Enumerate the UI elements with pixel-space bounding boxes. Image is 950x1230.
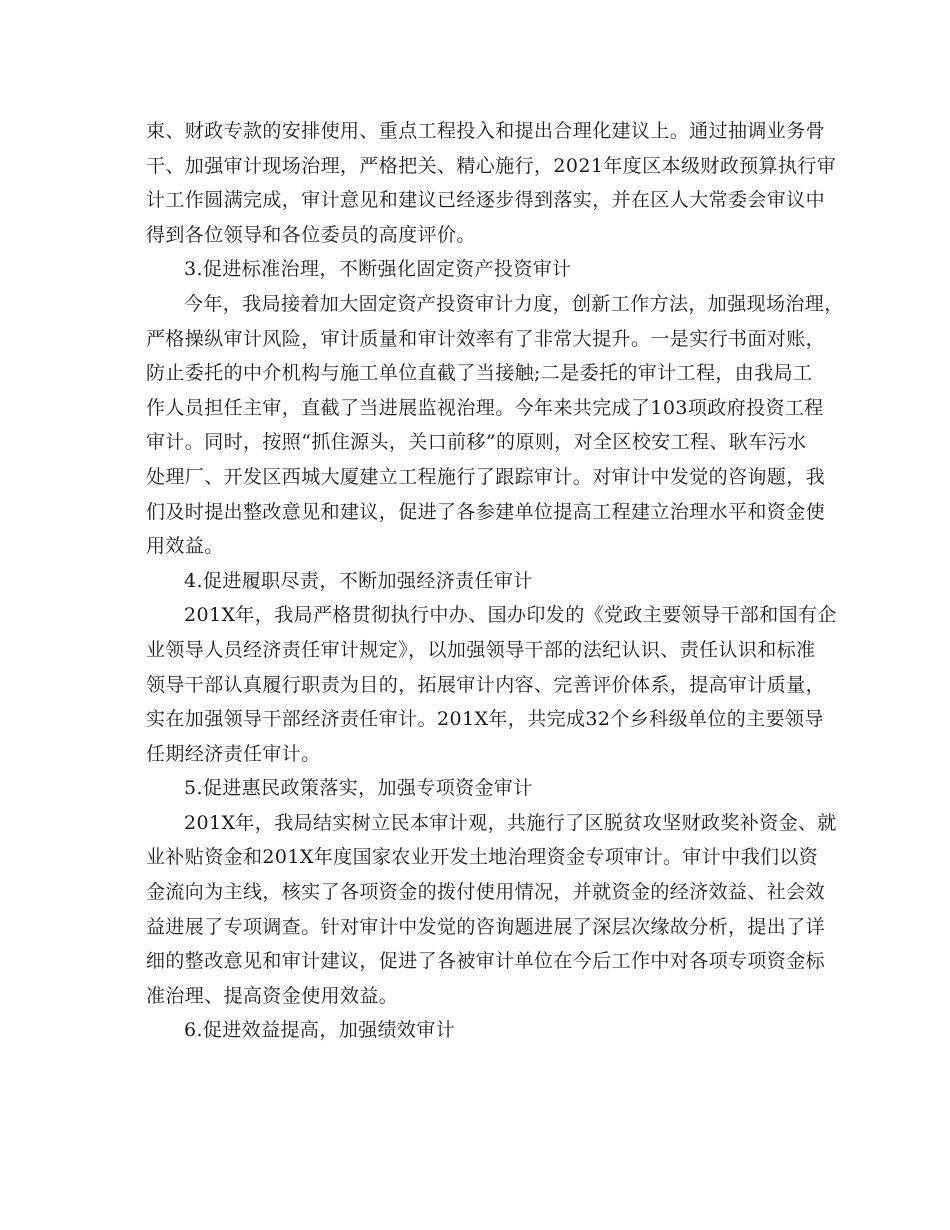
text-line: 实在加强领导干部经济责任审计。201X年，共完成32个乡科级单位的主要领导 [146, 708, 824, 731]
text-line: 处理厂、开发区西城大厦建立工程施行了跟踪审计。对审计中发觉的咨询题，我 [146, 465, 826, 488]
text-line: 今年，我局接着加大固定资产投资审计力度，创新工作方法，加强现场治理， [184, 292, 844, 315]
text-line: 准治理、提高资金使用效益。 [146, 984, 399, 1007]
text-line: 干、加强审计现场治理，严格把关、精心施行，2021年度区本级财政预算执行审 [146, 154, 837, 177]
text-line: 益进展了专项调查。针对审计中发觉的咨询题进展了深层次缘故分析，提出了详 [146, 915, 826, 938]
text-line: 细的整改意见和审计建议，促进了各被审计单位在今后工作中对各项专项资金标 [146, 950, 826, 973]
text-line: 用效益。 [146, 535, 224, 558]
text-line: 任期经济责任审计。 [146, 742, 321, 765]
text-line: 金流向为主线，核实了各项资金的拨付使用情况，并就资金的经济效益、社会效 [146, 881, 826, 904]
document-body [146, 114, 844, 1048]
text-line: 业领导人员经济责任审计规定》，以加强领导干部的法纪认识、责任认识和标准 [146, 638, 816, 661]
text-line: 201X年，我局严格贯彻执行中办、国办印发的《党政主要领导干部和国有企 [184, 604, 837, 627]
text-line: 201X年，我局结实树立民本审计观，共施行了区脱贫攻坚财政奖补资金、就 [184, 811, 837, 834]
section-heading: 5.促进惠民政策落实，加强专项资金审计 [184, 777, 533, 800]
text-line: 审计。同时，按照“抓住源头，关口前移”的原则，对全区校安工程、耿车污水 [146, 431, 807, 454]
text-line: 防止委托的中介机构与施工单位直截了当接触;二是委托的审计工程，由我局工 [146, 362, 813, 385]
text-line: 业补贴资金和201X年度国家农业开发土地治理资金专项审计。审计中我们以资 [146, 846, 819, 869]
text-line: 严格操纵审计风险，审计质量和审计效率有了非常大提升。一是实行书面对账， [146, 327, 826, 350]
text-line: 们及时提出整改意见和建议，促进了各参建单位提高工程建立治理水平和资金使 [146, 500, 826, 523]
section-heading: 4.促进履职尽责，不断加强经济责任审计 [184, 569, 533, 592]
text-line: 束、财政专款的安排使用、重点工程投入和提出合理化建议上。通过抽调业务骨 [146, 120, 826, 142]
section-heading: 6.促进效益提高，加强绩效审计 [184, 1019, 456, 1042]
text-line: 得到各位领导和各位委员的高度评价。 [146, 223, 476, 246]
text-line: 计工作圆满完成，审计意见和建议已经逐步得到落实，并在区人大常委会审议中 [146, 189, 826, 212]
text-line: 作人员担任主审，直截了当进展监视治理。今年来共完成了103项政府投资工程 [146, 396, 824, 419]
section-heading: 3.促进标准治理，不断强化固定资产投资审计 [184, 258, 572, 281]
text-line: 领导干部认真履行职责为目的，拓展审计内容、完善评价体系，提高审计质量， [146, 673, 826, 696]
